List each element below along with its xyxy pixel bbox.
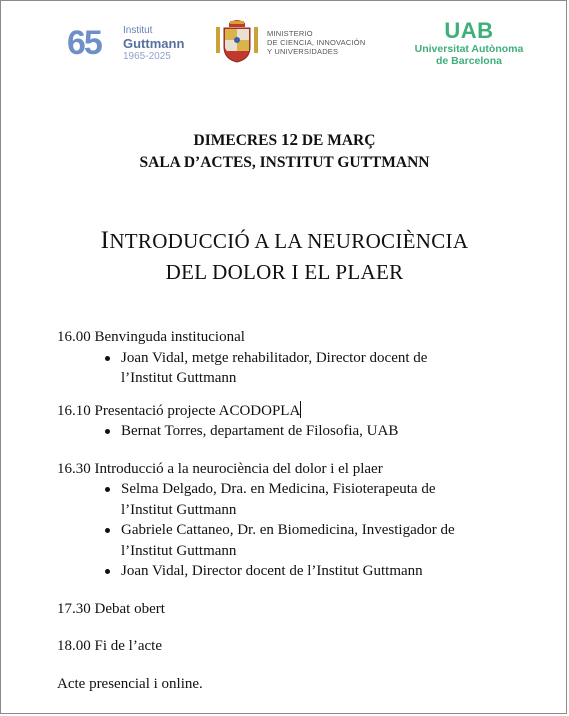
ministerio-logo-line3: Y UNIVERSIDADES bbox=[267, 47, 339, 56]
event-date: DIMECRES 12 DE MARÇ bbox=[193, 130, 376, 149]
list-item-continuation: l’Institut Guttmann bbox=[121, 501, 237, 518]
event-venue: SALA D’ACTES, INSTITUT GUTTMANN bbox=[139, 154, 430, 171]
list-item-continuation: l’Institut Guttmann bbox=[121, 370, 237, 386]
program-item-1630-bullets bbox=[57, 479, 527, 500]
ministerio-logo-line1: MINISTERIO bbox=[267, 29, 313, 38]
program-item-1600-bullets bbox=[57, 348, 527, 369]
program-item-1610: 16.10 Presentació projecte ACODOPLA bbox=[57, 402, 301, 419]
uab-logo bbox=[394, 19, 544, 69]
guttmann-logo bbox=[67, 23, 197, 63]
uab-logo-line2: de Barcelona bbox=[436, 55, 502, 67]
guttmann-logo-number: 65 bbox=[67, 24, 101, 62]
footer-note: Acte presencial i online. bbox=[57, 675, 203, 692]
event-title-line1: INTRODUCCIÓ A LA NEUROCIÈNCIA bbox=[100, 227, 469, 254]
guttmann-logo-line1: Institut bbox=[123, 25, 153, 36]
logo-bar bbox=[1, 1, 567, 81]
program-list bbox=[57, 327, 527, 694]
program-item-1600: 16.00 Benvinguda institucional bbox=[57, 329, 245, 345]
program-item-1610-bullets bbox=[57, 421, 527, 442]
event-header bbox=[1, 129, 567, 174]
list-item: Gabriele Cattaneo, Dr. en Biomedicina, Investigador de bbox=[57, 520, 527, 541]
event-title-line2: DEL DOLOR I EL PLAER bbox=[165, 260, 404, 284]
list-item: Joan Vidal, metge rehabilitador, Director docent de bbox=[57, 348, 527, 369]
program-item-1800: 18.00 Fi de l’acte bbox=[57, 638, 162, 654]
guttmann-logo-years: 1965-2025 bbox=[123, 51, 171, 62]
event-title bbox=[1, 225, 567, 288]
list-item: Joan Vidal, Director docent de l’Institut Guttmann bbox=[57, 561, 527, 582]
guttmann-logo-line2: Guttmann bbox=[123, 36, 185, 51]
ministerio-logo-line2: DE CIENCIA, INNOVACIÓN bbox=[267, 38, 366, 47]
coat-of-arms-icon bbox=[215, 17, 259, 63]
uab-logo-name: UAB bbox=[444, 18, 494, 43]
uab-logo-line1: Universitat Autònoma bbox=[414, 43, 524, 55]
text-cursor bbox=[300, 401, 301, 418]
program-item-1630: 16.30 Introducció a la neurociència del dolor i el plaer bbox=[57, 460, 383, 477]
list-item: Bernat Torres, departament de Filosofia, UAB bbox=[57, 421, 527, 442]
list-item-continuation: l’Institut Guttmann bbox=[121, 542, 237, 559]
ministerio-logo bbox=[215, 17, 375, 67]
program-item-1730: 17.30 Debat obert bbox=[57, 600, 165, 617]
list-item: Selma Delgado, Dra. en Medicina, Fisioterapeuta de bbox=[57, 479, 527, 500]
